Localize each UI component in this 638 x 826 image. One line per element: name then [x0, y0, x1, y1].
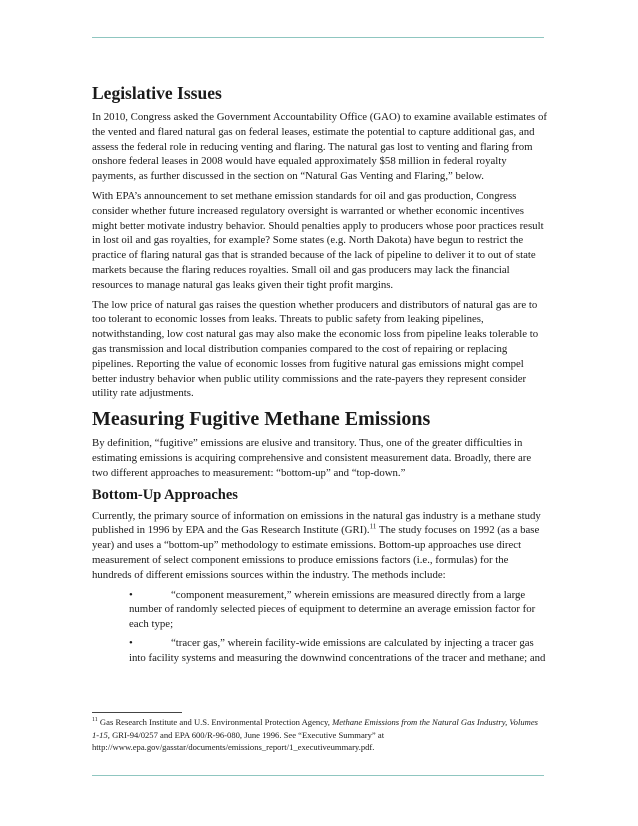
- footnote-text-1: Gas Research Institute and U.S. Environmental Protection Agency,: [97, 717, 333, 727]
- legislative-paragraph-2: With EPA’s announcement to set methane emission standards for oil and gas production, Congress consider whether future increased regulatory oversight is warranted or whether economic incentives might better motivate industry behavior. Should penalties apply to producers whose poor practices result in lost oil and gas royalties, for example? Some states (e.g. North Dakota) have begun to restrict the practice of flaring natural gas that is stranded because of the lack of pipeline to deliver it to out of state markets because the flaring reduces royalties. Small oil and gas producers may lack the financial resources to manage natural gas leaks given their tight profit margins.: [92, 189, 544, 291]
- legislative-paragraph-3: The low price of natural gas raises the question whether producers and distributors of natural gas are to too tolerant to economic losses from leaks. Threats to public safety from leaking pipelines, notwithstanding, low cost natural gas may also make the economic loss from pipeline leaks tolerable to gas transmission and local distribution companies compared to the cost of repairing or replacing pipelines. Reporting the value of economic losses from fugitive natural gas emissions might compel better industry behavior when public utility commissions and the rate-payers they represent consider utility rate adjustments.: [92, 298, 539, 400]
- header-rule: [92, 37, 544, 38]
- footnote-reference[interactable]: 11: [369, 522, 377, 531]
- footnote-number: 11: [92, 717, 98, 724]
- measuring-paragraph: By definition, “fugitive” emissions are elusive and transitory. Thus, one of the greater difficulties in estimating emissions is acquiring comprehensive and consistent measurement data. Broadly, there are two different approaches to measurement: “bottom-up” and “top-down.”: [92, 437, 532, 479]
- footnote-title: Methane Emissions from the Natural Gas Industry, Volumes 1-15: [92, 717, 539, 740]
- legislative-issues-heading: Legislative Issues: [92, 83, 222, 103]
- bottom-up-text-1: Currently, the primary source of information on emissions in the natural gas industry is a methane study published in 1996 by EPA and the Gas Research Institute (GRI).: [92, 509, 541, 537]
- footer-rule: [92, 775, 544, 776]
- legislative-paragraph-1: In 2010, Congress asked the Government Accountability Office (GAO) to examine available estimates of the vented and flared natural gas on federal leases, estimate the potential to capture additional gas, and assess the federal role in reducing venting and flaring. The natural gas lost to venting and flaring from onshore federal leases in 2008 would have equaled approximately $58 million in federal royalty payments, as further discussed in the section on “Natural Gas Venting and Flaring,” below.: [92, 111, 547, 183]
- bullet-text: “component measurement,” wherein emissions are measured directly from a large number of randomly selected pieces of equipment to determine an average emission factor for each type;: [129, 588, 536, 631]
- bullet-symbol: •: [129, 636, 133, 649]
- bullet-text: “tracer gas,” wherein facility-wide emissions are calculated by injecting a tracer gas into facility systems and measuring the downwind concentrations of the tracer and methane; and: [129, 636, 546, 664]
- bullet-item: [129, 636, 547, 666]
- bottom-up-text-2: The study focuses on 1992 (as a base year) and uses a “bottom-up” methodology to estimate emissions. Bottom-up approaches use direct measurement of select component emissions to produce emissions factors (i.e., formulas) for the hundreds of different emissions sources within the industry. The methods include:: [92, 524, 540, 581]
- bottom-up-paragraph: [92, 509, 547, 583]
- page-body: [92, 82, 547, 670]
- footnote-text-2: , GRI-94/0257 and EPA 600/R-96-080, June 1996. See “Executive Summary” at http://www.epa.gov/gasstar/documents/emissions_report/1_executiveummary.pdf.: [92, 729, 385, 753]
- bullet-symbol: •: [129, 588, 133, 601]
- measuring-emissions-heading: Measuring Fugitive Methane Emissions: [92, 408, 431, 431]
- bullet-item: [129, 588, 547, 632]
- footnote: [92, 716, 544, 754]
- bottom-up-heading: Bottom-Up Approaches: [92, 486, 238, 503]
- footnote-separator: [92, 712, 182, 713]
